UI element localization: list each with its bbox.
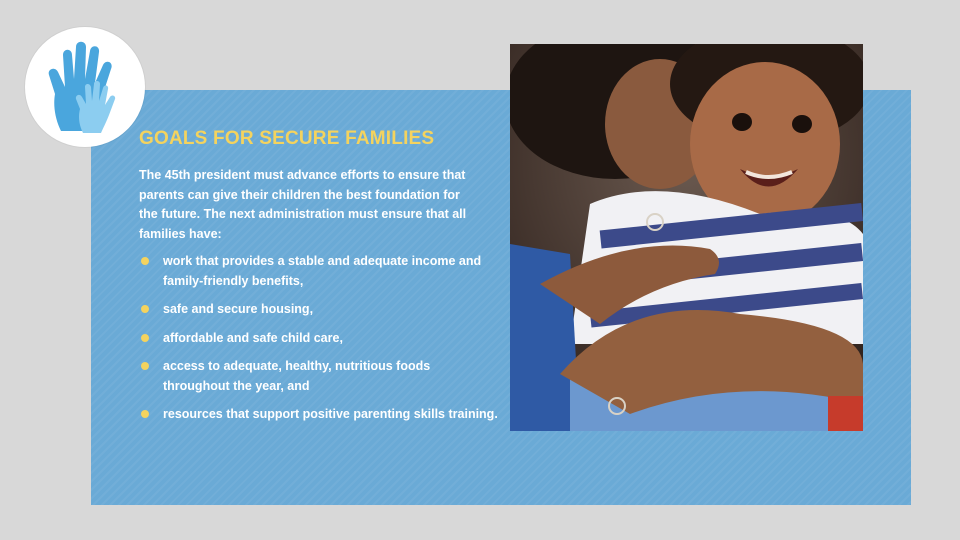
- list-item: [139, 405, 499, 425]
- list-item: [139, 252, 499, 291]
- goals-list: [139, 252, 499, 434]
- page-title: GOALS FOR SECURE FAMILIES: [139, 128, 435, 149]
- list-item-text: work that provides a stable and adequate income and family-friendly benefits,: [163, 254, 482, 288]
- bullet-dot: [141, 410, 149, 418]
- list-item: [139, 329, 499, 349]
- bullet-dot: [141, 362, 149, 370]
- intro-paragraph: The 45th president must advance efforts to ensure that parents can give their children the best foundation for the future. The next administration must ensure that all families have:: [139, 168, 467, 241]
- family-photo: [510, 44, 863, 431]
- hands-icon: [43, 39, 127, 135]
- bullet-dot: [141, 257, 149, 265]
- list-item-text: access to adequate, healthy, nutritious foods throughout the year, and: [163, 359, 431, 393]
- bullet-dot: [141, 305, 149, 313]
- list-item-text: safe and secure housing,: [163, 302, 314, 316]
- list-item-text: resources that support positive parenting skills training.: [163, 407, 498, 421]
- list-item: [139, 357, 499, 396]
- list-item-text: affordable and safe child care,: [163, 330, 343, 345]
- logo-badge: [25, 27, 145, 147]
- bullet-dot: [141, 334, 149, 342]
- list-item: [139, 300, 499, 320]
